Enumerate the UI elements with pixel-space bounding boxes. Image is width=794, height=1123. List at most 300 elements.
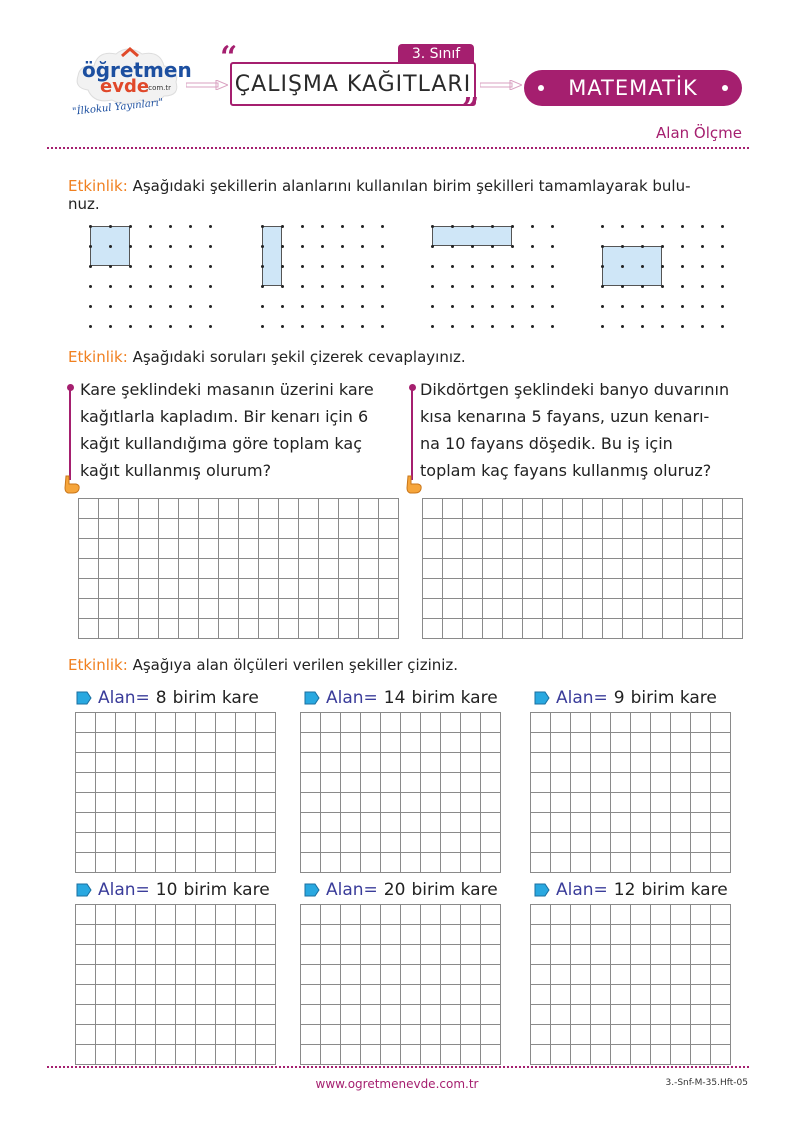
grid-cell[interactable] [723,579,743,599]
grid-cell[interactable] [339,579,359,599]
grid-cell[interactable] [481,905,501,925]
grid-cell[interactable] [481,713,501,733]
grid-cell[interactable] [711,773,731,793]
grid-cell[interactable] [483,499,503,519]
grid-cell[interactable] [671,965,691,985]
grid-cell[interactable] [571,833,591,853]
grid-cell[interactable] [216,965,236,985]
grid-cell[interactable] [196,965,216,985]
grid-cell[interactable] [711,985,731,1005]
grid-cell[interactable] [723,619,743,639]
grid-cell[interactable] [461,1045,481,1065]
grid-cell[interactable] [723,499,743,519]
grid-cell[interactable] [421,985,441,1005]
grid-cell[interactable] [196,905,216,925]
grid-cell[interactable] [381,1005,401,1025]
grid-cell[interactable] [421,733,441,753]
grid-cell[interactable] [631,1005,651,1025]
grid-cell[interactable] [199,519,219,539]
grid-cell[interactable] [76,925,96,945]
grid-cell[interactable] [381,813,401,833]
grid-cell[interactable] [711,833,731,853]
grid-cell[interactable] [236,733,256,753]
grid-cell[interactable] [443,579,463,599]
grid-cell[interactable] [216,945,236,965]
grid-cell[interactable] [256,773,276,793]
grid-cell[interactable] [591,813,611,833]
grid-cell[interactable] [236,965,256,985]
grid-cell[interactable] [321,793,341,813]
grid-cell[interactable] [321,1025,341,1045]
grid-cell[interactable] [571,905,591,925]
grid-cell[interactable] [176,945,196,965]
grid-cell[interactable] [461,753,481,773]
grid-cell[interactable] [481,813,501,833]
grid-cell[interactable] [116,793,136,813]
grid-cell[interactable] [563,579,583,599]
grid-cell[interactable] [503,619,523,639]
grid-cell[interactable] [139,499,159,519]
grid-cell[interactable] [463,519,483,539]
grid-cell[interactable] [631,713,651,733]
grid-cell[interactable] [583,519,603,539]
grid-cell[interactable] [611,773,631,793]
grid-cell[interactable] [156,773,176,793]
grid-cell[interactable] [179,599,199,619]
grid-cell[interactable] [279,539,299,559]
grid-cell[interactable] [543,559,563,579]
grid-cell[interactable] [301,945,321,965]
grid-cell[interactable] [531,985,551,1005]
grid-cell[interactable] [711,753,731,773]
grid-cell[interactable] [591,1025,611,1045]
grid-cell[interactable] [651,833,671,853]
grid-cell[interactable] [441,1005,461,1025]
grid-cell[interactable] [611,945,631,965]
grid-cell[interactable] [76,965,96,985]
grid-cell[interactable] [341,905,361,925]
grid-cell[interactable] [691,773,711,793]
grid-cell[interactable] [421,1045,441,1065]
grid-cell[interactable] [571,965,591,985]
grid-cell[interactable] [423,499,443,519]
grid-cell[interactable] [116,753,136,773]
grid-cell[interactable] [236,773,256,793]
grid-cell[interactable] [481,773,501,793]
grid-cell[interactable] [663,579,683,599]
grid-cell[interactable] [219,519,239,539]
grid-cell[interactable] [301,713,321,733]
grid-cell[interactable] [256,1005,276,1025]
grid-cell[interactable] [176,985,196,1005]
grid-cell[interactable] [563,519,583,539]
grid-cell[interactable] [256,713,276,733]
grid-cell[interactable] [319,499,339,519]
grid-cell[interactable] [299,499,319,519]
grid-cell[interactable] [711,733,731,753]
grid-cell[interactable] [441,905,461,925]
grid-cell[interactable] [361,733,381,753]
grid-cell[interactable] [96,1005,116,1025]
grid-cell[interactable] [651,905,671,925]
grid-cell[interactable] [611,985,631,1005]
grid-cell[interactable] [503,599,523,619]
grid-cell[interactable] [401,733,421,753]
grid-cell[interactable] [401,985,421,1005]
grid-cell[interactable] [671,713,691,733]
grid-cell[interactable] [623,619,643,639]
grid-cell[interactable] [691,733,711,753]
grid-cell[interactable] [481,1005,501,1025]
grid-cell[interactable] [216,1005,236,1025]
grid-cell[interactable] [503,519,523,539]
grid-cell[interactable] [259,579,279,599]
grid-cell[interactable] [341,985,361,1005]
grid-cell[interactable] [523,599,543,619]
grid-cell[interactable] [321,985,341,1005]
grid-cell[interactable] [156,753,176,773]
grid-cell[interactable] [671,753,691,773]
grid-cell[interactable] [361,1025,381,1045]
grid-cell[interactable] [461,833,481,853]
grid-cell[interactable] [381,1045,401,1065]
grid-cell[interactable] [481,793,501,813]
grid-cell[interactable] [341,753,361,773]
grid-cell[interactable] [381,905,401,925]
grid-cell[interactable] [136,833,156,853]
grid-cell[interactable] [503,559,523,579]
grid-cell[interactable] [361,905,381,925]
grid-cell[interactable] [116,833,136,853]
grid-cell[interactable] [76,733,96,753]
grid-cell[interactable] [256,1045,276,1065]
grid-cell[interactable] [691,853,711,873]
grid-cell[interactable] [99,499,119,519]
grid-cell[interactable] [341,733,361,753]
grid-cell[interactable] [683,539,703,559]
grid-cell[interactable] [179,559,199,579]
grid-cell[interactable] [279,499,299,519]
grid-cell[interactable] [179,539,199,559]
grid-cell[interactable] [551,905,571,925]
answer-grid-1[interactable] [78,498,399,639]
grid-cell[interactable] [551,733,571,753]
grid-cell[interactable] [461,853,481,873]
grid-cell[interactable] [76,985,96,1005]
grid-cell[interactable] [591,853,611,873]
grid-cell[interactable] [551,753,571,773]
grid-cell[interactable] [611,905,631,925]
grid-cell[interactable] [96,905,116,925]
grid-cell[interactable] [481,833,501,853]
grid-cell[interactable] [216,833,236,853]
grid-cell[interactable] [236,753,256,773]
grid-cell[interactable] [671,1025,691,1045]
grid-cell[interactable] [663,539,683,559]
grid-cell[interactable] [461,733,481,753]
grid-cell[interactable] [441,753,461,773]
grid-cell[interactable] [651,1045,671,1065]
grid-cell[interactable] [623,579,643,599]
grid-cell[interactable] [531,753,551,773]
grid-cell[interactable] [691,813,711,833]
grid-cell[interactable] [301,753,321,773]
grid-cell[interactable] [671,1045,691,1065]
grid-cell[interactable] [279,559,299,579]
grid-cell[interactable] [671,945,691,965]
grid-cell[interactable] [703,539,723,559]
grid-cell[interactable] [481,853,501,873]
grid-cell[interactable] [341,793,361,813]
grid-cell[interactable] [259,539,279,559]
grid-cell[interactable] [156,813,176,833]
grid-cell[interactable] [543,499,563,519]
answer-grid-2[interactable] [422,498,743,639]
grid-cell[interactable] [176,733,196,753]
grid-cell[interactable] [96,833,116,853]
grid-cell[interactable] [219,539,239,559]
grid-cell[interactable] [603,499,623,519]
grid-cell[interactable] [461,965,481,985]
grid-cell[interactable] [119,559,139,579]
grid-cell[interactable] [531,945,551,965]
grid-cell[interactable] [643,539,663,559]
grid-cell[interactable] [79,599,99,619]
grid-cell[interactable] [461,925,481,945]
grid-cell[interactable] [483,539,503,559]
grid-cell[interactable] [543,599,563,619]
grid-cell[interactable] [156,945,176,965]
grid-cell[interactable] [301,985,321,1005]
grid-cell[interactable] [136,813,156,833]
grid-cell[interactable] [321,925,341,945]
grid-cell[interactable] [96,925,116,945]
grid-cell[interactable] [551,965,571,985]
grid-cell[interactable] [421,773,441,793]
grid-cell[interactable] [79,499,99,519]
grid-cell[interactable] [481,985,501,1005]
grid-cell[interactable] [136,925,156,945]
grid-cell[interactable] [611,965,631,985]
grid-cell[interactable] [523,519,543,539]
grid-cell[interactable] [611,733,631,753]
grid-cell[interactable] [136,793,156,813]
grid-cell[interactable] [711,905,731,925]
grid-cell[interactable] [301,1045,321,1065]
grid-cell[interactable] [359,539,379,559]
grid-cell[interactable] [381,965,401,985]
grid-cell[interactable] [301,733,321,753]
grid-cell[interactable] [216,753,236,773]
grid-cell[interactable] [99,559,119,579]
grid-cell[interactable] [116,1045,136,1065]
grid-cell[interactable] [299,519,319,539]
grid-cell[interactable] [301,773,321,793]
grid-cell[interactable] [341,833,361,853]
grid-cell[interactable] [723,599,743,619]
grid-cell[interactable] [683,559,703,579]
grid-cell[interactable] [361,1045,381,1065]
grid-cell[interactable] [711,945,731,965]
grid-cell[interactable] [591,733,611,753]
grid-cell[interactable] [523,579,543,599]
grid-cell[interactable] [583,599,603,619]
grid-cell[interactable] [79,539,99,559]
grid-cell[interactable] [159,619,179,639]
grid-cell[interactable] [236,945,256,965]
grid-cell[interactable] [711,925,731,945]
grid-cell[interactable] [256,945,276,965]
grid-cell[interactable] [651,793,671,813]
grid-cell[interactable] [603,519,623,539]
grid-cell[interactable] [611,713,631,733]
grid-cell[interactable] [341,945,361,965]
grid-cell[interactable] [319,539,339,559]
grid-cell[interactable] [139,519,159,539]
grid-cell[interactable] [691,945,711,965]
grid-cell[interactable] [551,793,571,813]
grid-cell[interactable] [361,985,381,1005]
grid-cell[interactable] [531,813,551,833]
grid-cell[interactable] [96,853,116,873]
grid-cell[interactable] [551,773,571,793]
grid-cell[interactable] [99,599,119,619]
grid-cell[interactable] [139,599,159,619]
grid-cell[interactable] [76,773,96,793]
grid-cell[interactable] [176,833,196,853]
grid-cell[interactable] [96,773,116,793]
drawing-grid-4[interactable] [75,904,276,1065]
grid-cell[interactable] [236,1025,256,1045]
grid-cell[interactable] [156,1045,176,1065]
grid-cell[interactable] [691,1025,711,1045]
grid-cell[interactable] [176,753,196,773]
grid-cell[interactable] [401,813,421,833]
grid-cell[interactable] [79,579,99,599]
grid-cell[interactable] [663,599,683,619]
grid-cell[interactable] [631,813,651,833]
grid-cell[interactable] [361,773,381,793]
grid-cell[interactable] [611,1045,631,1065]
grid-cell[interactable] [196,753,216,773]
grid-cell[interactable] [571,773,591,793]
grid-cell[interactable] [483,619,503,639]
grid-cell[interactable] [319,599,339,619]
grid-cell[interactable] [279,599,299,619]
grid-cell[interactable] [176,965,196,985]
grid-cell[interactable] [359,559,379,579]
drawing-grid-3[interactable] [530,712,731,873]
grid-cell[interactable] [441,773,461,793]
grid-cell[interactable] [711,793,731,813]
grid-cell[interactable] [259,599,279,619]
grid-cell[interactable] [663,519,683,539]
grid-cell[interactable] [401,925,421,945]
grid-cell[interactable] [551,945,571,965]
grid-cell[interactable] [441,1045,461,1065]
grid-cell[interactable] [381,925,401,945]
grid-cell[interactable] [79,559,99,579]
grid-cell[interactable] [239,579,259,599]
grid-cell[interactable] [339,619,359,639]
grid-cell[interactable] [179,619,199,639]
grid-cell[interactable] [279,579,299,599]
grid-cell[interactable] [571,853,591,873]
grid-cell[interactable] [611,793,631,813]
grid-cell[interactable] [571,1005,591,1025]
grid-cell[interactable] [583,579,603,599]
grid-cell[interactable] [401,753,421,773]
grid-cell[interactable] [481,753,501,773]
grid-cell[interactable] [461,985,481,1005]
grid-cell[interactable] [421,1005,441,1025]
grid-cell[interactable] [379,539,399,559]
grid-cell[interactable] [159,599,179,619]
grid-cell[interactable] [361,965,381,985]
grid-cell[interactable] [319,579,339,599]
grid-cell[interactable] [551,833,571,853]
grid-cell[interactable] [176,773,196,793]
grid-cell[interactable] [76,753,96,773]
grid-cell[interactable] [421,753,441,773]
grid-cell[interactable] [341,1045,361,1065]
grid-cell[interactable] [361,793,381,813]
grid-cell[interactable] [299,559,319,579]
grid-cell[interactable] [571,945,591,965]
grid-cell[interactable] [156,985,176,1005]
grid-cell[interactable] [441,985,461,1005]
grid-cell[interactable] [711,713,731,733]
grid-cell[interactable] [176,1025,196,1045]
grid-cell[interactable] [381,733,401,753]
grid-cell[interactable] [359,519,379,539]
grid-cell[interactable] [156,833,176,853]
grid-cell[interactable] [361,945,381,965]
grid-cell[interactable] [176,853,196,873]
grid-cell[interactable] [116,1025,136,1045]
grid-cell[interactable] [139,539,159,559]
drawing-grid-1[interactable] [75,712,276,873]
grid-cell[interactable] [236,793,256,813]
grid-cell[interactable] [671,905,691,925]
grid-cell[interactable] [591,793,611,813]
grid-cell[interactable] [683,499,703,519]
grid-cell[interactable] [361,833,381,853]
grid-cell[interactable] [461,793,481,813]
grid-cell[interactable] [551,713,571,733]
grid-cell[interactable] [603,579,623,599]
grid-cell[interactable] [256,733,276,753]
grid-cell[interactable] [301,793,321,813]
grid-cell[interactable] [76,713,96,733]
grid-cell[interactable] [259,559,279,579]
drawing-grid-2[interactable] [300,712,501,873]
grid-cell[interactable] [301,813,321,833]
grid-cell[interactable] [663,499,683,519]
grid-cell[interactable] [423,579,443,599]
grid-cell[interactable] [683,599,703,619]
grid-cell[interactable] [199,599,219,619]
grid-cell[interactable] [236,853,256,873]
grid-cell[interactable] [623,559,643,579]
grid-cell[interactable] [691,985,711,1005]
grid-cell[interactable] [551,925,571,945]
grid-cell[interactable] [651,813,671,833]
grid-cell[interactable] [176,793,196,813]
grid-cell[interactable] [591,965,611,985]
grid-cell[interactable] [321,753,341,773]
grid-cell[interactable] [301,833,321,853]
